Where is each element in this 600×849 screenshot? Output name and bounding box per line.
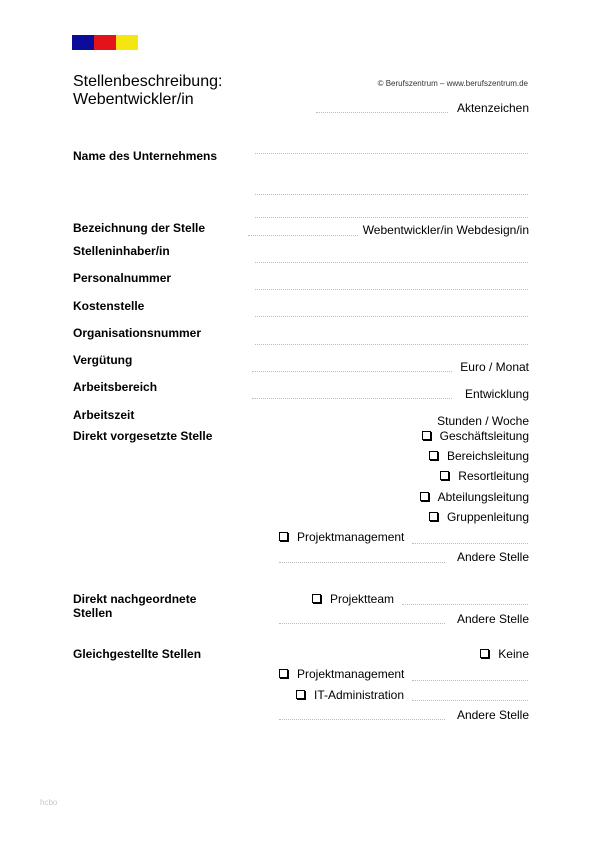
flag-blue-stripe xyxy=(72,35,94,50)
peer-option-none[interactable]: Keine xyxy=(480,647,529,661)
subordinate-other-line[interactable] xyxy=(279,623,445,624)
checkbox-icon[interactable] xyxy=(279,532,288,541)
subordinate-team-line xyxy=(402,604,528,605)
subordinates-label-line1: Direkt nachgeordnete xyxy=(73,592,197,606)
personnel-number-label: Personalnummer xyxy=(73,271,172,285)
document-title-line2: Webentwickler/in xyxy=(73,91,194,108)
position-line-top xyxy=(255,217,528,218)
checkbox-icon[interactable] xyxy=(440,471,449,480)
superior-other-label: Andere Stelle xyxy=(456,550,529,564)
pay-unit: Euro / Monat xyxy=(460,360,529,374)
company-line-2[interactable] xyxy=(255,194,528,195)
checkbox-icon[interactable] xyxy=(422,431,431,440)
company-label: Name des Unternehmens xyxy=(73,149,218,163)
pay-line[interactable] xyxy=(252,371,452,372)
superior-option-management[interactable]: Geschäftsleitung xyxy=(422,429,529,443)
checkbox-icon[interactable] xyxy=(429,512,438,521)
org-number-label: Organisationsnummer xyxy=(73,326,202,340)
checkbox-icon[interactable] xyxy=(279,669,288,678)
checkbox-icon[interactable] xyxy=(429,451,438,460)
personnel-number-line[interactable] xyxy=(255,289,528,290)
superior-option-section[interactable]: Abteilungsleitung xyxy=(420,490,529,504)
work-area-line xyxy=(252,398,452,399)
holder-label: Stelleninhaber/in xyxy=(73,244,170,258)
position-label: Bezeichnung der Stelle xyxy=(73,221,206,235)
work-area-label: Arbeitsbereich xyxy=(73,380,158,394)
subordinate-option-project-team[interactable]: Projektteam xyxy=(312,592,394,606)
org-number-line[interactable] xyxy=(255,344,528,345)
pay-label: Vergütung xyxy=(73,353,133,367)
subordinate-other-label: Andere Stelle xyxy=(456,612,529,626)
checkbox-icon[interactable] xyxy=(312,594,321,603)
copyright-notice: © Berufszentrum – www.berufszentrum.de xyxy=(377,79,528,88)
peer-other-line[interactable] xyxy=(279,719,445,720)
company-line-1[interactable] xyxy=(255,153,528,154)
footer-mark: hcbo xyxy=(40,798,58,807)
superiors-label: Direkt vorgesetzte Stelle xyxy=(73,429,213,443)
superior-project-line xyxy=(412,543,528,544)
document-title-line1: Stellenbeschreibung: xyxy=(73,73,223,90)
checkbox-icon[interactable] xyxy=(296,690,305,699)
work-area-value[interactable]: Entwicklung xyxy=(464,387,529,401)
checkbox-icon[interactable] xyxy=(420,492,429,501)
position-line xyxy=(248,235,358,236)
aktenzeichen-line xyxy=(316,112,448,113)
peer-project-line xyxy=(412,680,528,681)
peer-option-it-admin[interactable]: IT-Administration xyxy=(296,688,404,702)
peer-other-label: Andere Stelle xyxy=(456,708,529,722)
holder-line[interactable] xyxy=(255,262,528,263)
peer-it-line xyxy=(412,700,528,701)
superior-option-division[interactable]: Bereichsleitung xyxy=(429,449,529,463)
work-time-label: Arbeitszeit xyxy=(73,408,135,422)
superior-option-group[interactable]: Gruppenleitung xyxy=(429,510,529,524)
checkbox-icon[interactable] xyxy=(480,649,489,658)
superior-option-project-management[interactable]: Projektmanagement xyxy=(279,530,404,544)
cost-center-label: Kostenstelle xyxy=(73,299,145,313)
position-value[interactable]: Webentwickler/in Webdesign/in xyxy=(362,223,529,237)
superior-other-line[interactable] xyxy=(279,562,445,563)
flag-yellow-stripe xyxy=(116,35,138,50)
peers-label: Gleichgestellte Stellen xyxy=(73,647,202,661)
aktenzeichen-label: Aktenzeichen xyxy=(456,101,529,115)
work-time-unit: Stunden / Woche xyxy=(437,414,529,428)
cost-center-line[interactable] xyxy=(255,316,528,317)
superior-option-department-head[interactable]: Resortleitung xyxy=(440,469,529,483)
peer-option-project-management[interactable]: Projektmanagement xyxy=(279,667,404,681)
subordinates-label-line2: Stellen xyxy=(73,606,113,620)
flag-red-stripe xyxy=(94,35,116,50)
